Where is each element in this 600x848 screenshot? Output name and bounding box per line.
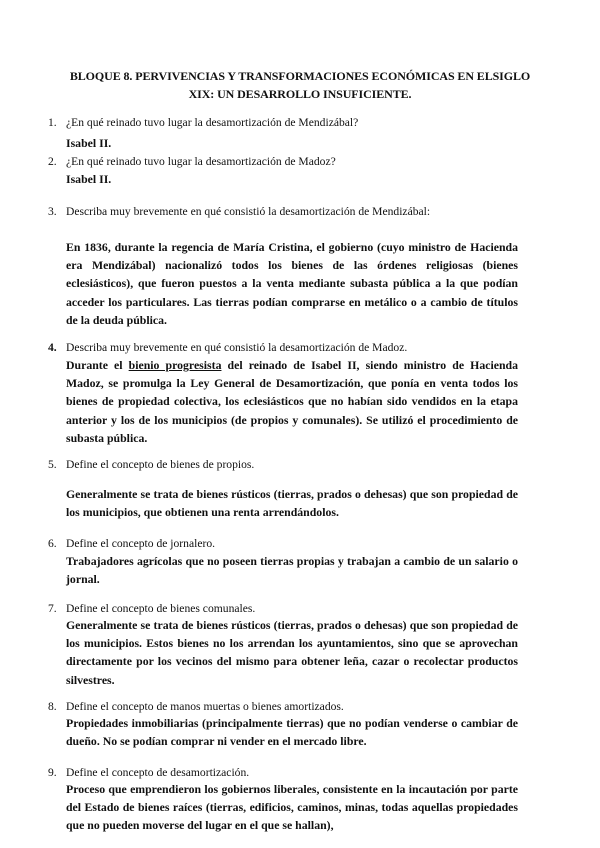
question-text: Describa muy brevemente en qué consistió la desamortización de Mendizábal:	[66, 205, 431, 218]
question-5	[48, 456, 518, 473]
question-number: 9.	[48, 766, 57, 779]
question-6	[48, 535, 518, 552]
question-number: 5.	[48, 458, 57, 471]
question-text: Define el concepto de manos muertas o bienes amortizados.	[66, 700, 344, 713]
question-4	[48, 339, 518, 356]
question-8	[48, 698, 518, 715]
question-text: Define el concepto de bienes de propios.	[66, 458, 255, 471]
question-1	[48, 114, 518, 131]
question-number: 1.	[48, 116, 57, 129]
answer-3: En 1836, durante la regencia de María Cristina, el gobierno (cuyo ministro de Hacienda era Mendizábal) nacionalizó todos los bienes de las órdenes religiosas (bienes eclesiásticos), que fueron puestos a la venta mediante subasta pública a la que podían acceder los particulares. Las tierras podían comprarse en metálico o a cambio de títulos de la deuda pública.	[66, 240, 518, 327]
answer-6: Trabajadores agrícolas que no poseen tierras propias y trabajan a cambio de un salario o jornal.	[66, 554, 518, 587]
question-number: 6.	[48, 537, 57, 550]
question-number: 8.	[48, 700, 57, 713]
question-text: ¿En qué reinado tuvo lugar la desamortización de Madoz?	[66, 155, 336, 168]
answer-7: Generalmente se trata de bienes rústicos (tierras, prados o dehesas) que son propiedad de los municipios. Estos bienes no los arrendan los ayuntamientos, sino que se aprovechan directamente por los vecinos del mismo para obtener leña, cazar o recolectar productos silvestres.	[66, 618, 518, 687]
question-number: 2.	[48, 155, 57, 168]
question-text: Describa muy brevemente en qué consistió la desamortización de Madoz.	[66, 341, 408, 354]
answer-5: Generalmente se trata de bienes rústicos (tierras, prados o dehesas) que son propiedad de los municipios, que obtienen una renta arrendándolos.	[66, 487, 518, 520]
answer-2: Isabel II.	[66, 172, 112, 186]
question-number: 3.	[48, 205, 57, 218]
question-9	[48, 764, 518, 781]
question-3	[48, 203, 518, 220]
question-text: Define el concepto de bienes comunales.	[66, 602, 256, 615]
question-number: 4.	[48, 341, 57, 354]
question-2	[48, 153, 518, 170]
page-title: BLOQUE 8. PERVIVENCIAS Y TRANSFORMACIONES ECONÓMICAS EN ELSIGLO XIX: UN DESARROLLO INSUFICIENTE.	[69, 69, 531, 101]
question-text: Define el concepto de jornalero.	[66, 537, 216, 550]
answer-1: Isabel II.	[66, 136, 112, 150]
answer-4-start: Durante el	[66, 358, 129, 372]
answer-4	[66, 356, 518, 447]
question-7	[48, 600, 518, 617]
answer-9: Proceso que emprendieron los gobiernos liberales, consistente en la incautación por parte del Estado de bienes raíces (tierras, edificios, caminos, minas, todas aquellas propiedades que no pueden moverse del lugar en el que se hallan),	[66, 782, 518, 833]
answer-4-underlined: bienio progresista	[128, 358, 222, 372]
answer-8: Propiedades inmobiliarias (principalmente tierras) que no podían venderse o cambiar de dueño. No se podían comprar ni vender en el mercado libre.	[66, 716, 518, 749]
question-number: 7.	[48, 602, 57, 615]
question-text: ¿En qué reinado tuvo lugar la desamortización de Mendizábal?	[66, 116, 359, 129]
question-text: Define el concepto de desamortización.	[66, 766, 250, 779]
answer-4-rest: del reinado de Isabel II, siendo ministro de Hacienda Madoz, se promulga la Ley General de Desamortización, que ponía en venta todos los bienes de propiedad colectiva, los eclesiásticos que no habían sido vendidos en la etapa anterior y los de los municipios (de propios y comunales). Se utilizó el procedimiento de subasta pública.	[66, 358, 519, 445]
